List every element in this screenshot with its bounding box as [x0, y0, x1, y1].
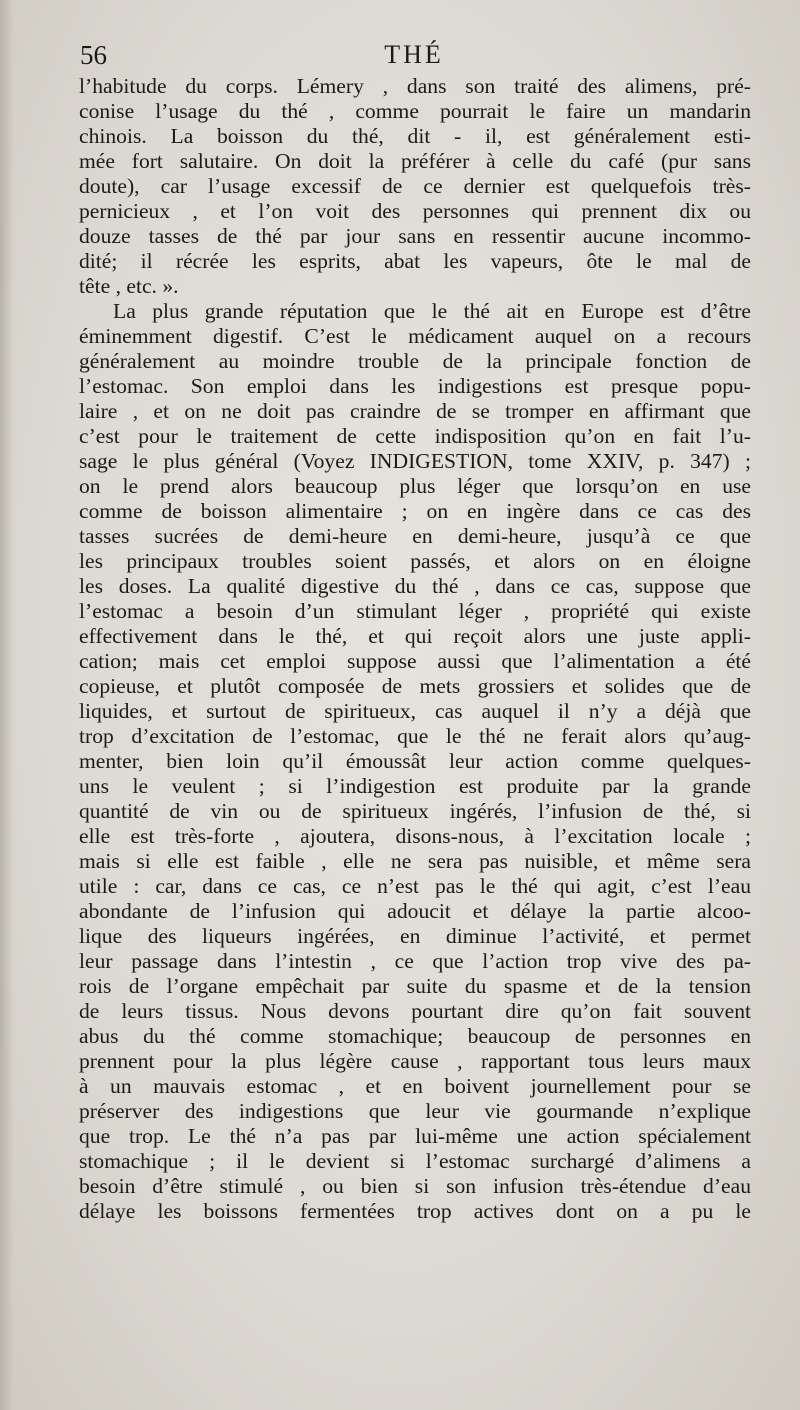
text-line: lique des liqueurs ingérées, en diminue l’activité, et permet	[79, 924, 751, 948]
text-line: conise l’usage du thé , comme pourrait le faire un mandarin	[79, 99, 751, 123]
text-line: doute), car l’usage excessif de ce dernier est quelquefois très-	[79, 174, 751, 198]
text-line: cation; mais cet emploi suppose aussi que l’alimentation a été	[79, 649, 751, 673]
text-line: l’estomac. Son emploi dans les indigestions est presque popu-	[79, 374, 751, 398]
text-line: éminemment digestif. C’est le médicament auquel on a recours	[79, 324, 751, 348]
text-line: abus du thé comme stomachique; beaucoup de personnes en	[79, 1024, 751, 1048]
text-line: utile : car, dans ce cas, ce n’est pas le thé qui agit, c’est l’eau	[79, 874, 751, 898]
text-line: chinois. La boisson du thé, dit - il, est généralement esti-	[79, 124, 751, 148]
text-line: liquides, et surtout de spiritueux, cas auquel il n’y a déjà que	[79, 699, 751, 723]
text-line: à un mauvais estomac , et en boivent journellement pour se	[79, 1074, 751, 1098]
page-number: 56	[80, 40, 107, 70]
text-line: l’estomac a besoin d’un stimulant léger , propriété qui existe	[79, 599, 751, 623]
text-line: l’habitude du corps. Lémery , dans son traité des alimens, pré-	[79, 74, 751, 98]
text-line: douze tasses de thé par jour sans en ressentir aucune incommo-	[79, 224, 751, 248]
text-line: prennent pour la plus légère cause , rapportant tous leurs maux	[79, 1049, 751, 1073]
text-line: trop d’excitation de l’estomac, que le thé ne ferait alors qu’aug-	[79, 724, 751, 748]
text-line: généralement au moindre trouble de la principale fonction de	[79, 349, 751, 373]
body-text	[79, 74, 751, 1224]
text-line: copieuse, et plutôt composée de mets grossiers et solides que de	[79, 674, 751, 698]
text-line: laire , et on ne doit pas craindre de se tromper en affirmant que	[79, 399, 751, 423]
text-line: on le prend alors beaucoup plus léger que lorsqu’on en use	[79, 474, 751, 498]
text-line: pernicieux , et l’on voit des personnes qui prennent dix ou	[79, 199, 751, 223]
text-line: préserver des indigestions que leur vie gourmande n’explique	[79, 1099, 751, 1123]
text-line: abondante de l’infusion qui adoucit et délaye la partie alcoo-	[79, 899, 751, 923]
text-line: comme de boisson alimentaire ; on en ingère dans ce cas des	[79, 499, 751, 523]
text-line: rois de l’organe empêchait par suite du spasme et de la tension	[79, 974, 751, 998]
text-line: elle est très-forte , ajoutera, disons-nous, à l’excitation locale ;	[79, 824, 751, 848]
text-line: stomachique ; il le devient si l’estomac surchargé d’alimens a	[79, 1149, 751, 1173]
text-line: La plus grande réputation que le thé ait en Europe est d’être	[113, 299, 751, 323]
text-line: menter, bien loin qu’il émoussât leur action comme quelques-	[79, 749, 751, 773]
text-line: besoin d’être stimulé , ou bien si son infusion très-étendue d’eau	[79, 1174, 751, 1198]
text-line: les doses. La qualité digestive du thé , dans ce cas, suppose que	[79, 574, 751, 598]
text-line: les principaux troubles soient passés, et alors on en éloigne	[79, 549, 751, 573]
text-line: mée fort salutaire. On doit la préférer à celle du café (pur sans	[79, 149, 751, 173]
text-line: c’est pour le traitement de cette indisposition qu’on en fait l’u-	[79, 424, 751, 448]
text-line: de leurs tissus. Nous devons pourtant dire qu’on fait souvent	[79, 999, 751, 1023]
text-line: délaye les boissons fermentées trop actives dont on a pu le	[79, 1199, 751, 1223]
text-line: sage le plus général (Voyez INDIGESTION, tome XXIV, p. 347) ;	[79, 449, 751, 473]
text-line: quantité de vin ou de spiritueux ingérés, l’infusion de thé, si	[79, 799, 751, 823]
text-line: tête , etc. ».	[79, 274, 179, 298]
text-line: uns le veulent ; si l’indigestion est produite par la grande	[79, 774, 751, 798]
text-line: mais si elle est faible , elle ne sera pas nuisible, et même sera	[79, 849, 751, 873]
text-line: tasses sucrées de demi-heure en demi-heure, jusqu’à ce que	[79, 524, 751, 548]
page-header	[80, 40, 748, 78]
running-head: THÉ	[384, 40, 444, 69]
text-line: leur passage dans l’intestin , ce que l’action trop vive des pa-	[79, 949, 751, 973]
text-line: que trop. Le thé n’a pas par lui-même une action spécialement	[79, 1124, 751, 1148]
text-line: effectivement dans le thé, et qui reçoit alors une juste appli-	[79, 624, 751, 648]
text-line: dité; il récrée les esprits, abat les vapeurs, ôte le mal de	[79, 249, 751, 273]
